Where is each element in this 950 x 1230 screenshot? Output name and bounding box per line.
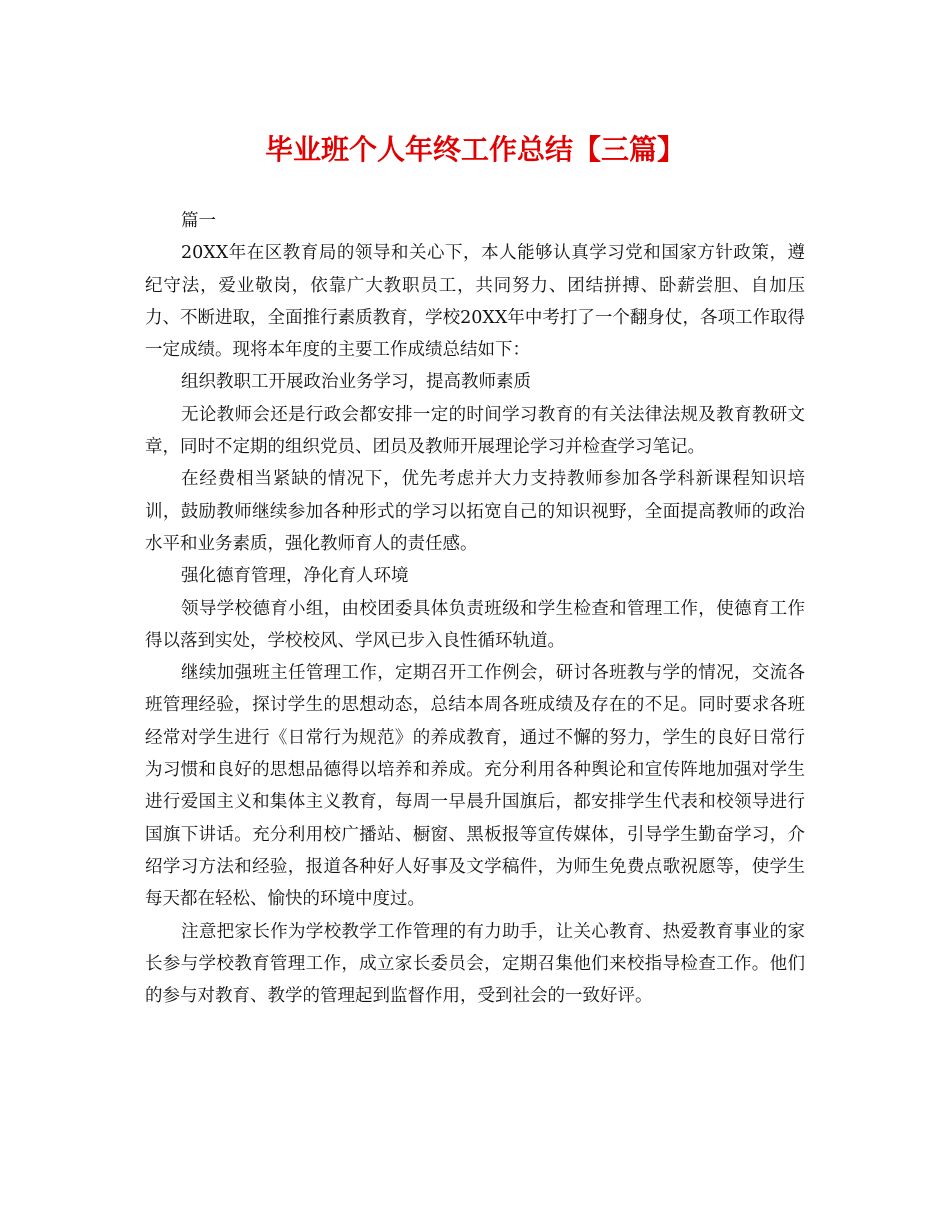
section-heading: 强化德育管理，净化育人环境 — [181, 566, 409, 587]
section-label: 篇一 — [181, 211, 216, 231]
document-title: 毕业班个人年终工作总结【三篇】 — [264, 133, 685, 166]
intro-paragraph: 20XX年在区教育局的领导和关心下，本人能够认真学习党和国家方针政策，遵纪守法，爱业敬岗，依靠广大教职员工，共同努力、团结拼搏、卧薪尝胆、自加压力、不断进取，全面推行素质教育，学校20XX年中考打了一个翻身仗，各项工作取得一定成绩。现将本年度的主要工作成绩总结如下： — [145, 243, 805, 361]
body-paragraph: 注意把家长作为学校教学工作管理的有力助手，让关心教育、热爱教育事业的家长参与学校教育管理工作，成立家长委员会，定期召集他们来校指导检查工作。他们的参与对教育、教学的管理起到监督作用，受到社会的一致好评。 — [145, 921, 805, 1007]
document-body — [145, 205, 805, 1012]
body-paragraph: 无论教师会还是行政会都安排一定的时间学习教育的有关法律法规及教育教研文章，同时不定期的组织党员、团员及教师开展理论学习并检查学习笔记。 — [145, 404, 805, 458]
body-paragraph: 在经费相当紧缺的情况下，优先考虑并大力支持教师参加各学科新课程知识培训，鼓励教师继续参加各种形式的学习以拓宽自己的知识视野，全面提高教师的政治水平和业务素质，强化教师育人的责任感。 — [145, 469, 805, 554]
body-paragraph: 领导学校德育小组，由校团委具体负责班级和学生检查和管理工作，使德育工作得以落到实处，学校校风、学风已步入良性循环轨道。 — [145, 598, 805, 651]
section-heading: 组织教职工开展政治业务学习，提高教师素质 — [181, 372, 531, 393]
body-paragraph: 继续加强班主任管理工作，定期召开工作例会，研讨各班教与学的情况，交流各班管理经验，探讨学生的思想动态，总结本周各班成绩及存在的不足。同时要求各班经常对学生进行《日常行为规范》的养成教育，通过不懈的努力，学生的良好日常行为习惯和良好的思想品德得以培养和养成。充分利用各种舆论和宣传阵地加强对学生进行爱国主义和集体主义教育，每周一早晨升国旗后，都安排学生代表和校领导进行国旗下讲话。充分利用校广播站、橱窗、黑板报等宣传媒体，引导学生勤奋学习，介绍学习方法和经验，报道各种好人好事及文学稿件，为师生免费点歌祝愿等，使学生每天都在轻松、愉快的环境中度过。 — [145, 663, 805, 910]
